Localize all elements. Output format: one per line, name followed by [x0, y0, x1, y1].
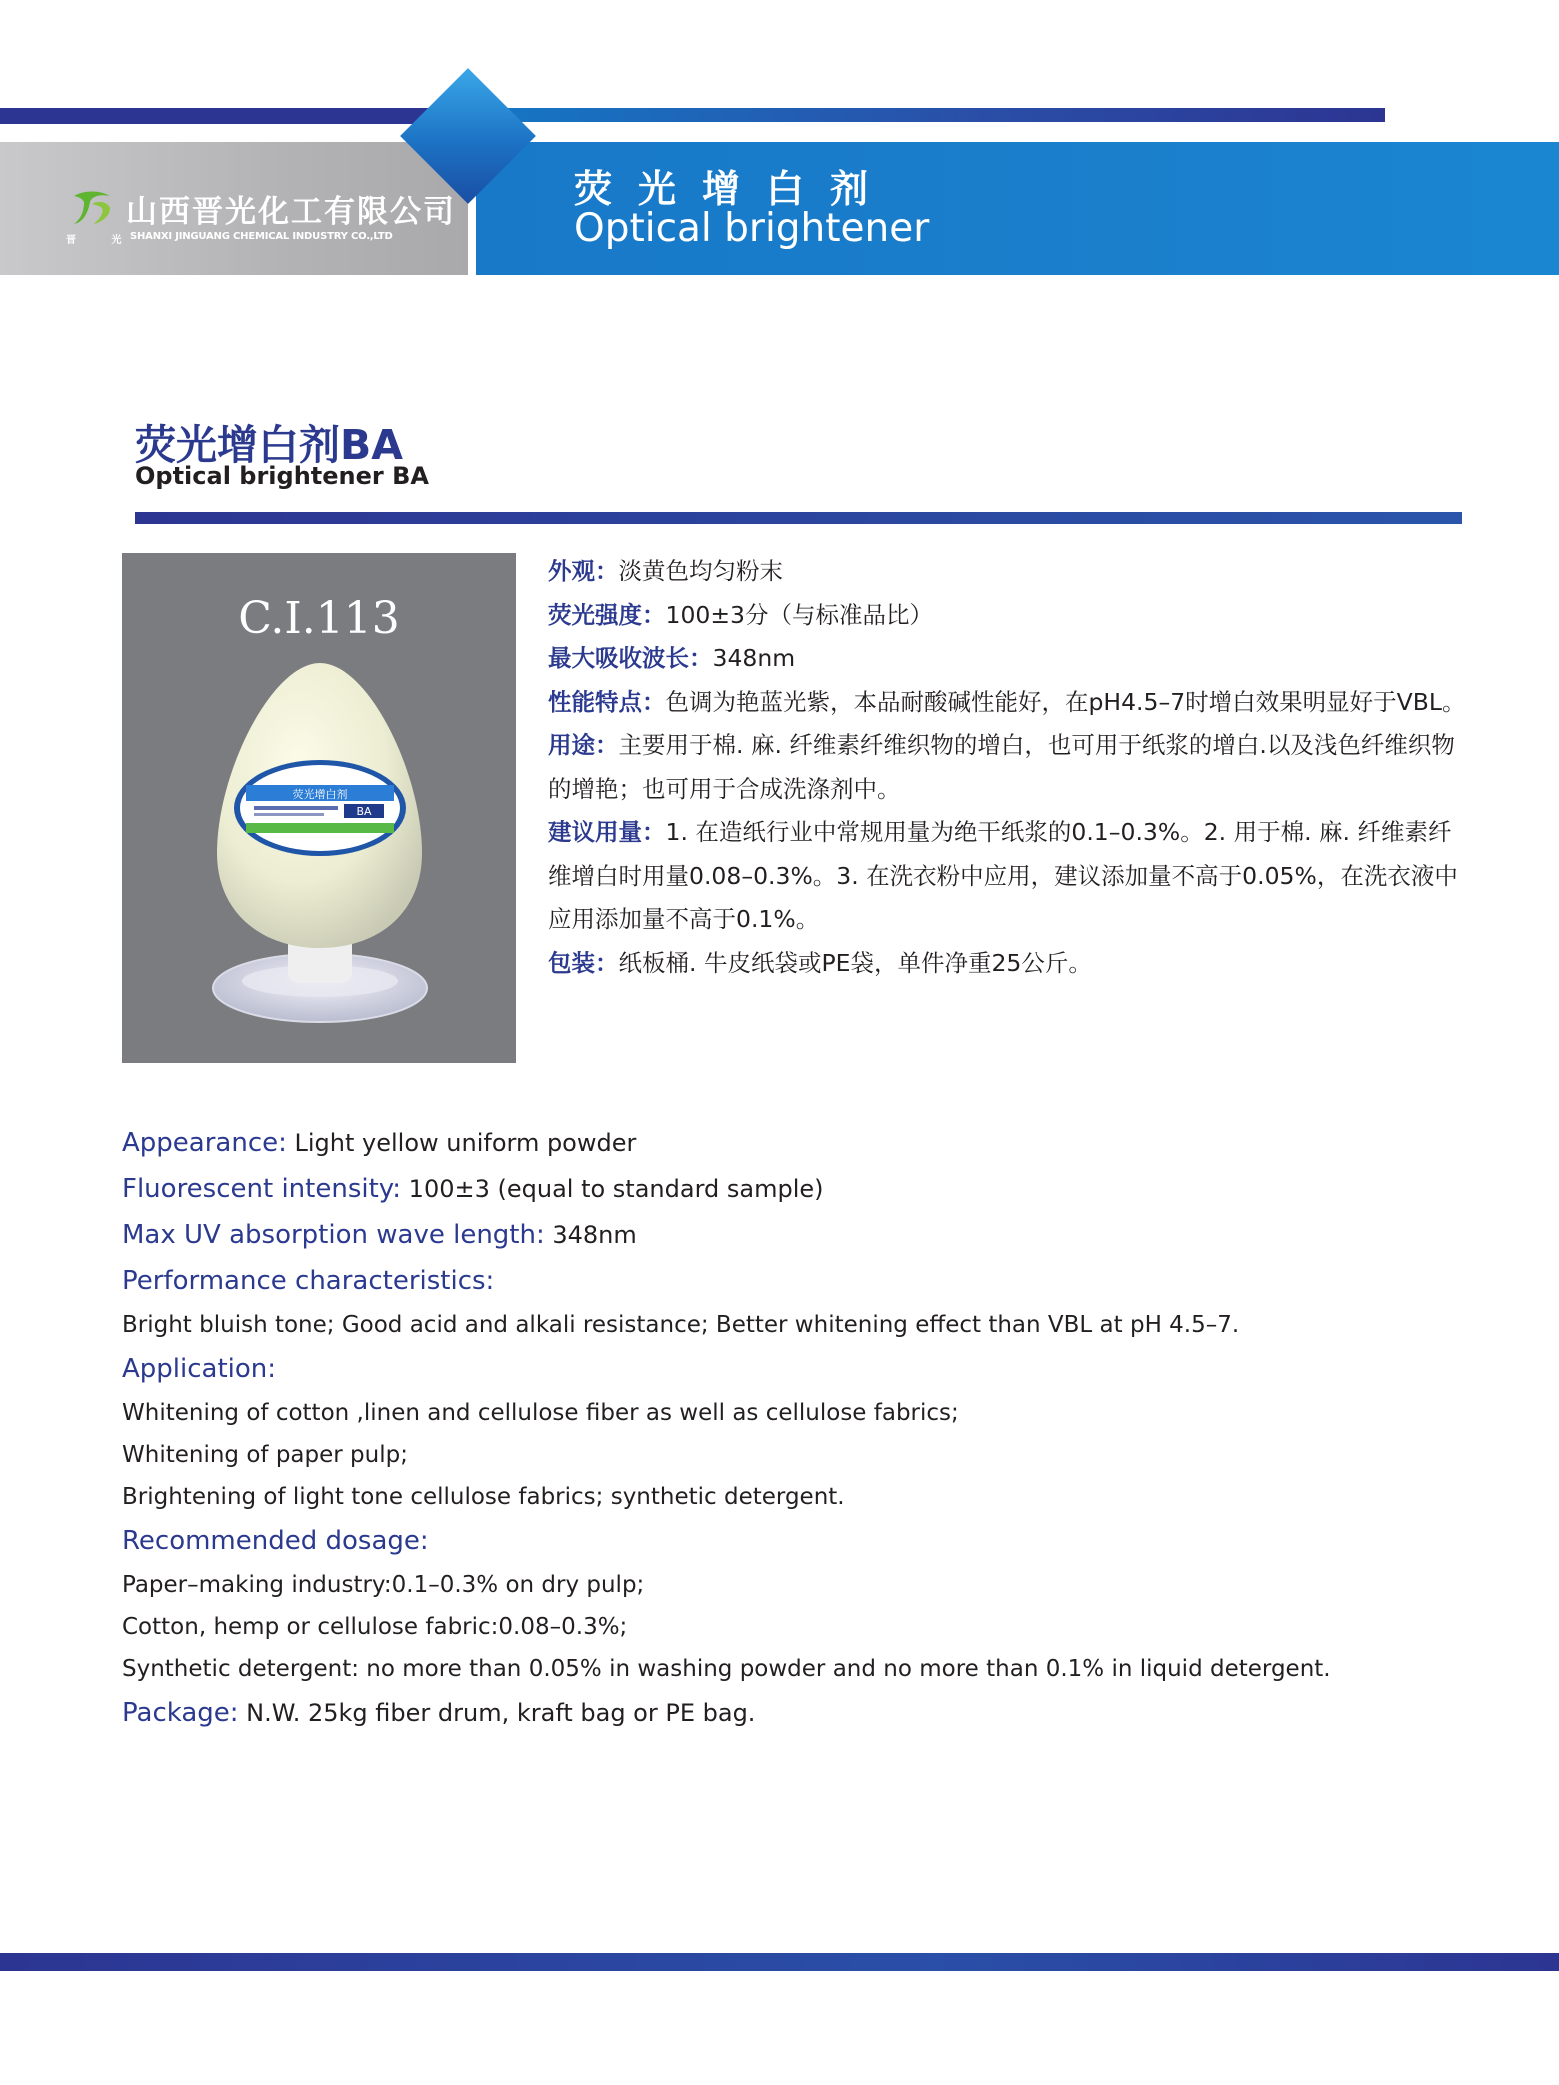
cn-spec-intensity: 荧光强度：100±3分（与标准品比）: [548, 600, 933, 629]
company-name-cn: 山西晋光化工有限公司: [126, 194, 456, 230]
bag-label-code: BA: [356, 805, 372, 818]
product-photo: [122, 553, 516, 1063]
en-spec-intensity: Fluorescent intensity: 100±3 (equal to standard sample): [122, 1174, 824, 1204]
en-spec-appearance: Appearance: Light yellow uniform powder: [122, 1128, 637, 1158]
title-underline: [135, 512, 1462, 524]
cn-spec-package: 包装：纸板桶. 牛皮纸袋或PE袋，单件净重25公斤。: [548, 948, 1092, 977]
en-spec-dosage-head: Recommended dosage:: [122, 1526, 429, 1556]
en-spec-dosage-line: Paper–making industry:0.1–0.3% on dry pulp;: [122, 1572, 645, 1598]
header-rule-left: [0, 108, 470, 124]
photo-label: C.I.113: [238, 593, 400, 644]
cn-spec-dosage: 建议用量：1. 在造纸行业中常规用量为绝干纸浆的0.1–0.3%。2. 用于棉. 麻. 纤维素纤维增白时用量0.08–0.3%。3. 在洗衣粉中应用，建议添加量不高于0.05%，在洗衣液中应用添加量不高于0.1%。: [548, 818, 1458, 933]
en-spec-performance-head: Performance characteristics:: [122, 1266, 495, 1296]
en-spec-package: Package: N.W. 25kg fiber drum, kraft bag or PE bag.: [122, 1698, 756, 1728]
cn-spec-appearance: 外观：淡黄色均匀粉末: [548, 557, 783, 585]
cn-spec-performance: 性能特点：色调为艳蓝光紫，本品耐酸碱性能好，在pH4.5–7时增白效果明显好于VBL。: [548, 687, 1466, 716]
en-spec-list: [122, 1120, 1502, 1736]
en-spec-application-line: Whitening of paper pulp;: [122, 1442, 408, 1468]
product-title-cn: 荧光增白剂BA: [135, 421, 403, 469]
header-title-en: Optical brightener: [574, 206, 930, 251]
cn-spec-absorption: 最大吸收波长：348nm: [548, 644, 796, 672]
en-spec-performance-line: Bright bluish tone; Good acid and alkali resistance; Better whitening effect than VBL at pH 4.5–7.: [122, 1312, 1240, 1338]
en-spec-application-line: Brightening of light tone cellulose fabrics; synthetic detergent.: [122, 1484, 845, 1510]
product-title-en: Optical brightener BA: [135, 462, 429, 490]
header-rule-right: [470, 108, 1385, 122]
company-name-en: SHANXI JINGUANG CHEMICAL INDUSTRY CO.,LTD: [130, 231, 393, 242]
sample-bottle-illustration: [122, 553, 516, 1063]
company-logo-icon: [70, 188, 114, 228]
cn-spec-list: [548, 550, 1473, 985]
en-spec-application-line: Whitening of cotton ,linen and cellulose fiber as well as cellulose fabrics;: [122, 1400, 959, 1426]
en-spec-dosage-line: Synthetic detergent: no more than 0.05% in washing powder and no more than 0.1% in liquid detergent.: [122, 1656, 1331, 1682]
header-title-cn: 荧光增白剂: [574, 167, 895, 211]
cn-spec-usage: 用途：主要用于棉. 麻. 纤维素纤维织物的增白，也可用于纸浆的增白.以及浅色纤维织物的增艳；也可用于合成洗涤剂中。: [548, 731, 1455, 803]
en-spec-application-head: Application:: [122, 1354, 277, 1384]
en-spec-absorption: Max UV absorption wave length: 348nm: [122, 1220, 637, 1250]
bag-label-title: 荧光增白剂: [292, 788, 348, 801]
footer-bar: [0, 1953, 1559, 1971]
en-spec-dosage-line: Cotton, hemp or cellulose fabric:0.08–0.3%;: [122, 1614, 628, 1640]
company-name-short: 晋 光: [66, 235, 138, 246]
